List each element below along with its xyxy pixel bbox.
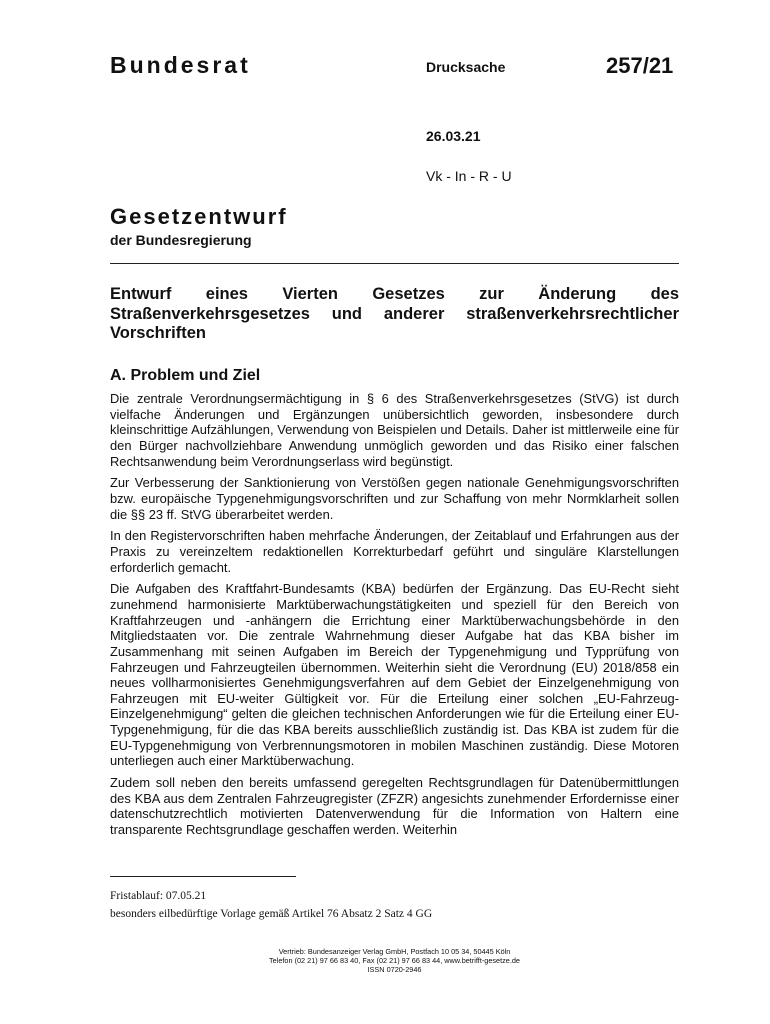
footnote-deadline: Fristablauf: 07.05.21 (110, 890, 207, 902)
document-title: Entwurf eines Vierten Gesetzes zur Änderung des Straßenverkehrsgesetzes und anderer straßenverkehrsrechtlicher Vorschriften (110, 285, 679, 342)
publisher-info (110, 947, 679, 974)
drucksache-number: 257/21 (606, 53, 674, 78)
publisher-address: Vertrieb: Bundesanzeiger Verlag GmbH, Postfach 10 05 34, 50445 Köln (278, 947, 511, 956)
organization-name: Bundesrat (110, 52, 251, 78)
header-divider (110, 263, 679, 264)
drucksache-label: Drucksache (426, 59, 506, 75)
document-type: Gesetzentwurf (110, 204, 288, 229)
paragraph: Zudem soll neben den bereits umfassend geregelten Rechtsgrundlagen für Datenübermittlungen des KBA aus dem Zentralen Fahrzeugregister (ZFZR) angesichts zunehmender Erfordernisse einer datenschutzrechtlich motivierten Datenverwendung für die Information von Haltern eine transparente Rechtsgrundlage geschaffen werden. Weiterhin (110, 775, 679, 838)
paragraph: In den Registervorschriften haben mehrfache Änderungen, der Zeitablauf und Erfahrungen aus der Praxis zu vereinzeltem redaktionellen Korrekturbedarf geführt und singuläre Klarstellungen erforderlich gemacht. (110, 528, 679, 575)
paragraph: Zur Verbesserung der Sanktionierung von Verstößen gegen nationale Genehmigungsvorschriften bzw. europäische Typgenehmigungsvorschriften und zur Schaffung von mehr Normklarheit sollen die §§ 23 ff. StVG überarbeitet werden. (110, 475, 679, 522)
footnote-urgency: besonders eilbedürftige Vorlage gemäß Artikel 76 Absatz 2 Satz 4 GG (110, 908, 433, 920)
section-body (110, 391, 679, 844)
document-date: 26.03.21 (426, 128, 481, 144)
footnote-divider (110, 876, 296, 877)
committee-codes: Vk - In - R - U (426, 168, 512, 184)
paragraph: Die zentrale Verordnungsermächtigung in § 6 des Straßenverkehrsgesetzes (StVG) ist durch vielfache Änderungen und Ergänzungen unübersichtlich geworden, insbesondere durch kleinschrittige Aufzählungen, Verwendung von Beispielen und Details. Daher ist mittlerweile eine für den Bürger nachvollziehbare Anwendung unmöglich geworden und das Risiko einer falschen Rechtsanwendung beim Verordnungserlass wird begünstigt. (110, 391, 679, 469)
document-subtitle: der Bundesregierung (110, 232, 252, 248)
paragraph: Die Aufgaben des Kraftfahrt-Bundesamts (KBA) bedürfen der Ergänzung. Das EU-Recht sieht zunehmend harmonisierte Marktüberwachungstätigkeiten und speziell für den Bereich von Kraftfahrzeugen und -anhängern die Errichtung einer Marktüberwachungsbehörde in den Mitgliedstaaten vor. Die zentrale Wahrnehmung dieser Aufgabe hat das KBA bisher im Zusammenhang mit seinen Aufgaben im Bereich der Typgenehmigung und Typprüfung von Fahrzeugen und Fahrzeugteilen übernommen. Weiterhin sieht die Verordnung (EU) 2018/858 ein neues vollharmonisiertes Genehmigungsverfahren auf dem Gebiet der Einzelgenehmigung von Fahrzeugen mit EU-weiter Gültigkeit vor. Für die Erteilung einer solchen „EU-Fahrzeug-Einzelgenehmigung“ gelten die gleichen technischen Anforderungen wie für die Erteilung einer EU-Typgenehmigung, für die das KBA bereits ausschließlich zuständig ist. Das KBA ist zudem für die EU-Typgenehmigung von Verbrennungsmotoren in mobilen Maschinen zuständig. Diese Motoren unterliegen auch einer Marktüberwachung. (110, 581, 679, 769)
section-heading: A. Problem und Ziel (110, 367, 261, 384)
publisher-contact: Telefon (02 21) 97 66 83 40, Fax (02 21) 97 66 83 44, www.betrifft-gesetze.de (269, 956, 520, 965)
publisher-issn: ISSN 0720-2946 (367, 965, 422, 974)
